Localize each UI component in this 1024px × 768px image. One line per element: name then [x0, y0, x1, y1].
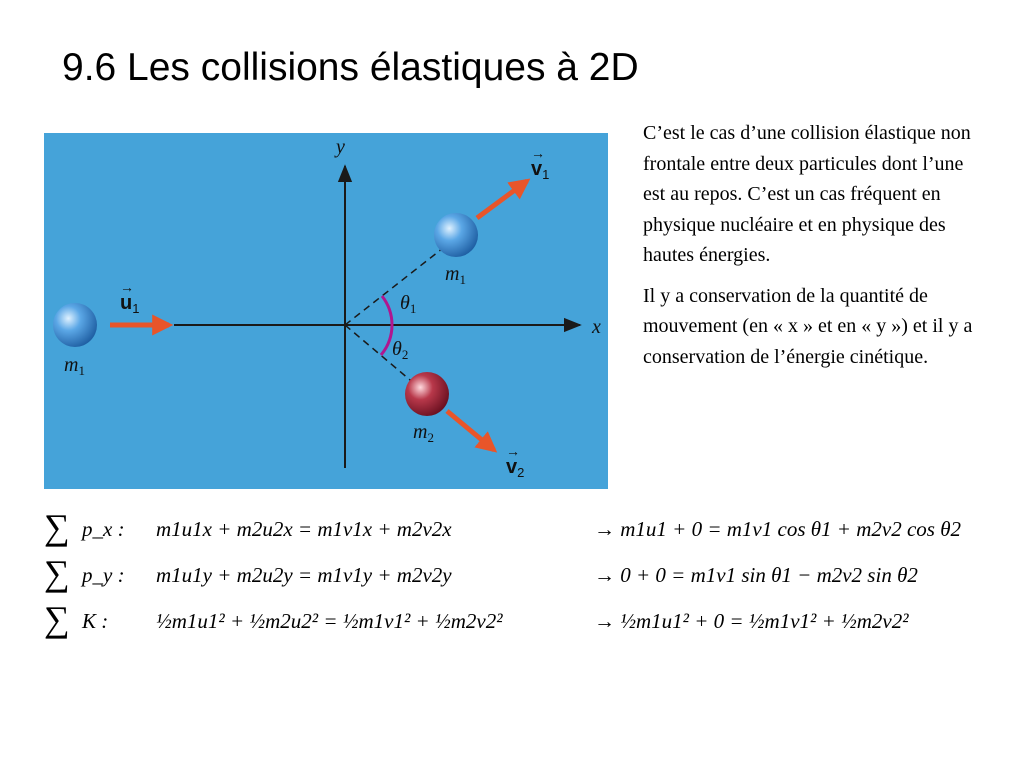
- slide-title: 9.6 Les collisions élastiques à 2D: [62, 46, 639, 89]
- equations-block: [44, 507, 1004, 662]
- equation-label-px: p_x :: [82, 517, 125, 541]
- particle-m2: [405, 372, 449, 416]
- theta2-label: $\theta_2$: [392, 338, 409, 362]
- equation-px-general: m1u1x + m2u2x = m1v1x + m2v2x: [156, 517, 452, 541]
- equation-py-specific: → 0 + 0 = m1v1 sin θ1 − m2v2 sin θ2: [594, 563, 918, 587]
- equation-k-specific: → ½m1u1² + 0 = ½m1v1² + ½m2v2²: [594, 609, 909, 633]
- m1-initial-label: $m_1$: [64, 354, 85, 378]
- collision-diagram: [44, 133, 608, 489]
- sum-symbol: ∑: [44, 507, 70, 547]
- equation-label-k: K :: [82, 609, 109, 633]
- equation-py-general: m1u1y + m2u2y = m1v1y + m2v2y: [156, 563, 452, 587]
- equation-row-k: [44, 599, 1004, 648]
- equation-row-px: [44, 507, 1004, 556]
- u1-vector-mark: →: [120, 279, 134, 295]
- equation-label-py: p_y :: [82, 563, 125, 587]
- sum-symbol: ∑: [44, 599, 70, 639]
- u1-label: $u_1$: [120, 292, 140, 316]
- paragraph-collision: C’est le cas d’une collision élastique non frontale entre deux particules dont l’une est au repos. C’est un cas fréquent en physique nucléaire et en physique des hautes énergies.: [643, 122, 971, 266]
- m1-final-label: $m_1$: [445, 263, 466, 287]
- particle-m1-initial: [53, 303, 97, 347]
- equation-k-general: ½m1u1² + ½m2u2² = ½m1v1² + ½m2v2²: [156, 609, 503, 633]
- v1-label: $v_1$: [531, 158, 550, 182]
- v2-vector-mark: →: [506, 443, 520, 459]
- x-axis-label: x: [592, 316, 601, 338]
- v2-label: $v_2$: [506, 456, 525, 480]
- paragraph-conservation: Il y a conservation de la quantité de mouvement (en « x » et en « y ») et il y a conservation de l’énergie cinétique.: [643, 284, 973, 368]
- v1-vector-mark: →: [531, 145, 545, 161]
- explanation-text: [643, 118, 973, 382]
- sum-symbol: ∑: [44, 553, 70, 593]
- theta1-label: $\theta_1$: [400, 292, 417, 316]
- equation-px-specific: → m1u1 + 0 = m1v1 cos θ1 + m2v2 cos θ2: [594, 517, 962, 541]
- equation-row-py: [44, 553, 1004, 602]
- particle-m1-final: [434, 213, 478, 257]
- y-axis-label: y: [336, 136, 345, 158]
- m2-label: $m_2$: [413, 421, 434, 445]
